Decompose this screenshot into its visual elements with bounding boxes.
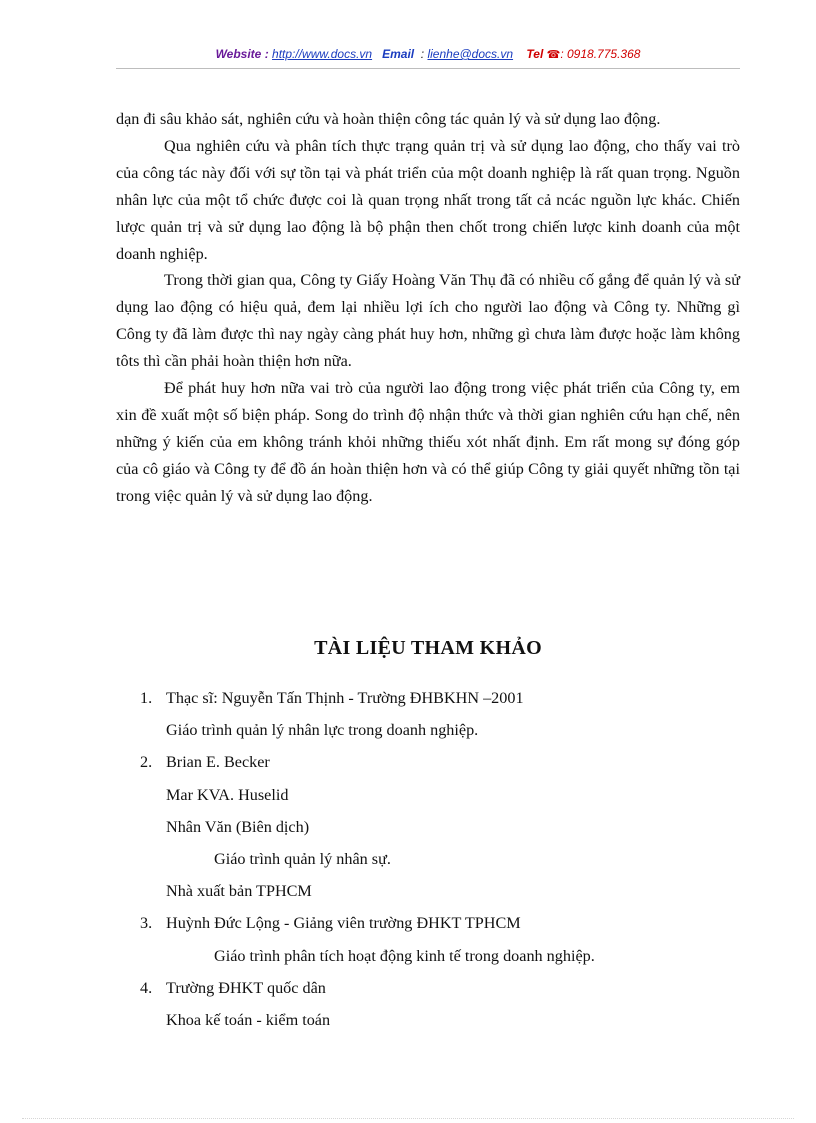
reference-line — [116, 718, 740, 750]
reference-line — [116, 815, 740, 847]
reference-translator: Nhân Văn (Biên dịch) — [166, 817, 310, 836]
reference-detail: Giáo trình quản lý nhân lực trong doanh nghiệp. — [166, 721, 479, 740]
reference-line — [116, 911, 740, 943]
reference-number: 2. — [140, 753, 153, 772]
body-text — [116, 106, 740, 510]
header-divider — [116, 68, 740, 69]
reference-line — [116, 976, 740, 1008]
reference-author: Thạc sĩ: Nguyễn Tấn Thịnh - Trường ĐHBKHN –2001 — [166, 689, 524, 707]
reference-number: 4. — [140, 978, 153, 997]
reference-number: 1. — [140, 689, 153, 707]
reference-line — [116, 944, 740, 976]
reference-book-title: Giáo trình quản lý nhân sự. — [214, 849, 391, 868]
tel-label: Tel — [526, 47, 544, 61]
reference-number: 3. — [140, 914, 153, 933]
reference-detail: Khoa kế toán - kiểm toán — [166, 1010, 331, 1029]
email-label: Email — [382, 47, 415, 61]
reference-line — [116, 686, 740, 718]
reference-line — [116, 1008, 740, 1040]
phone-number: : 0918.775.368 — [560, 47, 641, 61]
paragraph: Trong thời gian qua, Công ty Giấy Hoàng Văn Thụ đã có nhiều cố gắng để quản lý và sử dụng lao động có hiệu quả, đem lại nhiều lợi ích cho người lao động và Công ty. Những gì Công ty đã làm được thì nay ngày càng phát huy hơn, những gì chưa làm được hoặc làm không tôts thì cần phải hoàn thiện hơn nữa. — [116, 271, 740, 371]
reference-line — [116, 879, 740, 911]
page-header — [116, 47, 740, 67]
reference-book-title: Giáo trình phân tích hoạt động kinh tế trong doanh nghiệp. — [214, 946, 595, 965]
email-separator: : — [420, 47, 425, 61]
reference-line — [116, 750, 740, 782]
paragraph: dạn đi sâu khảo sát, nghiên cứu và hoàn thiện công tác quản lý và sử dụng lao động. — [116, 110, 661, 128]
phone-icon: ☎ — [546, 49, 561, 61]
footer-divider — [22, 1118, 794, 1119]
reference-publisher: Nhà xuất bản TPHCM — [166, 882, 312, 901]
website-link[interactable]: http://www.docs.vn — [272, 47, 373, 61]
reference-author: Mar KVA. Huselid — [166, 785, 289, 804]
reference-author: Huỳnh Đức Lộng - Giảng viên trường ĐHKT TPHCM — [166, 914, 521, 933]
reference-author: Trường ĐHKT quốc dân — [166, 978, 326, 997]
reference-line — [116, 847, 740, 879]
email-link[interactable]: lienhe@docs.vn — [427, 47, 514, 61]
paragraph: Qua nghiên cứu và phân tích thực trạng quản trị và sử dụng lao động, cho thấy vai trò của công tác này đối với sự tồn tại và phát triển của một doanh nghiệp là rất quan trọng. Nguồn nhân lực của một tổ chức được coi là quan trọng nhất trong tất cả ncác nguồn lực khác. Chiến lược quản trị và sử dụng lao động là bộ phận then chốt trong chiến lược kinh doanh của một doanh nghiệp. — [116, 136, 740, 263]
reference-line — [116, 783, 740, 815]
website-label: Website : — [215, 47, 269, 61]
references-title: TÀI LIỆU THAM KHẢO — [314, 637, 542, 659]
paragraph: Để phát huy hơn nữa vai trò của người lao động trong việc phát triển của Công ty, em xin đề xuất một số biện pháp. Song do trình độ nhận thức và thời gian nghiên cứu hạn chế, nên những ý kiến của em không tránh khỏi những thiếu xót nhất định. Em rất mong sự đóng góp của cô giáo và Công ty để đồ án hoàn thiện hơn và có thể giúp Công ty giải quyết những tồn tại trong việc quản lý và sử dụng lao động. — [116, 379, 740, 505]
reference-author: Brian E. Becker — [166, 753, 270, 772]
references-list — [116, 686, 740, 1040]
